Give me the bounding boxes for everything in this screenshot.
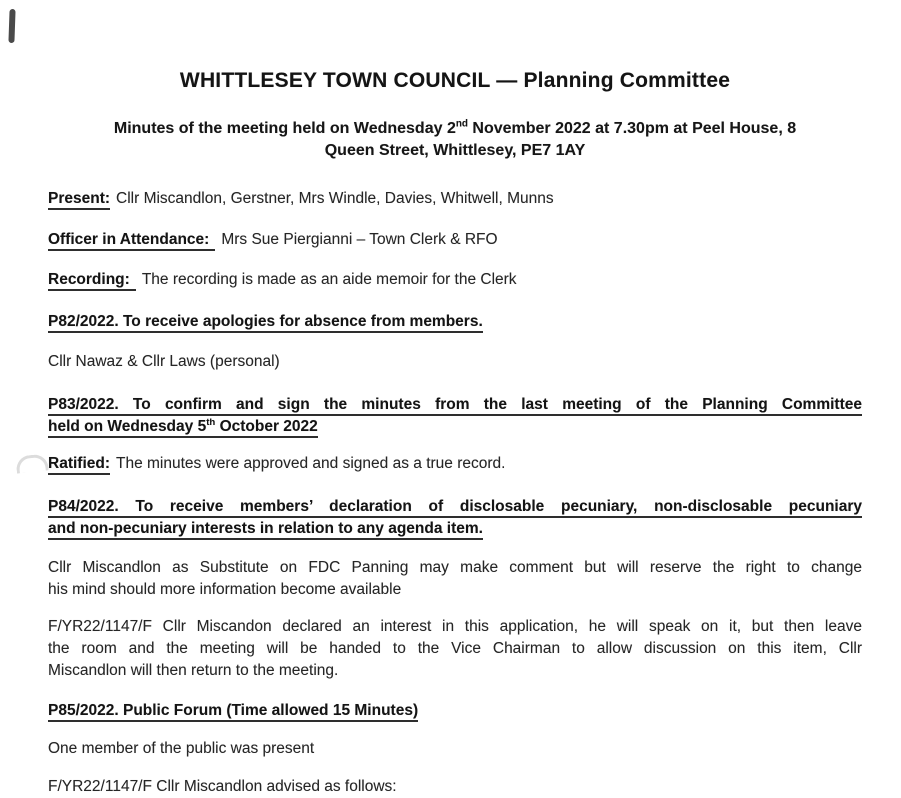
- item-p84-heading-line1: P84/2022. To receive members’ declaration of disclosable pecuniary, non-disclosable pecuniary: [48, 496, 862, 518]
- p83-line2-pre: held on Wednesday 5: [48, 418, 207, 435]
- recording-label: Recording:: [48, 271, 136, 291]
- ratified-row: [48, 453, 862, 475]
- scan-artifact-mark: [8, 9, 15, 43]
- meeting-subtitle-line2: Queen Street, Whittlesey, PE7 1AY: [324, 142, 586, 159]
- p84-para2-line3: Miscandlon will then return to the meeting.: [48, 662, 339, 679]
- item-p83-heading-line2: [48, 416, 862, 438]
- p85-advised-text: F/YR22/1147/F Cllr Miscandlon advised as follows:: [48, 778, 397, 795]
- item-p82-body: Cllr Nawaz & Cllr Laws (personal): [48, 353, 280, 370]
- subtitle-ordinal-superscript: nd: [455, 118, 468, 130]
- subtitle-line1-post: November 2022 at 7.30pm at Peel House, 8: [467, 120, 797, 137]
- item-p84-heading: [48, 496, 862, 540]
- document-content: [48, 0, 862, 798]
- present-row: [48, 188, 862, 210]
- p84-para1-line2: his mind should more information become available: [48, 581, 402, 598]
- item-p83-heading-line1: P83/2022. To confirm and sign the minutes from the last meeting of the Planning Committee: [48, 394, 862, 416]
- meeting-subtitle-line1: [65, 118, 845, 140]
- document-title: WHITTLESEY TOWN COUNCIL — Planning Committee: [179, 69, 731, 92]
- subtitle-line1-pre: Minutes of the meeting held on Wednesday 2: [113, 120, 456, 137]
- p84-para2-line2: the room and the meeting will be handed to the Vice Chairman to allow discussion on this item, Cllr: [48, 640, 862, 657]
- meeting-subtitle: [65, 118, 845, 162]
- ratified-text: The minutes were approved and signed as a true record.: [116, 455, 506, 472]
- p84-paragraph-interest-declared: [48, 616, 862, 682]
- present-text: Cllr Miscandlon, Gerstner, Mrs Windle, Davies, Whitwell, Munns: [116, 190, 554, 207]
- p83-ordinal-superscript: th: [206, 416, 216, 428]
- recording-row: [48, 269, 862, 291]
- p83-line2-post: October 2022: [215, 418, 318, 435]
- item-p84-heading-line2: and non-pecuniary interests in relation to any agenda item.: [48, 518, 862, 540]
- p84-para2-line1: F/YR22/1147/F Cllr Miscandon declared an interest in this application, he will speak on it, but then leave: [48, 618, 862, 635]
- officer-text: Mrs Sue Piergianni – Town Clerk & RFO: [221, 231, 498, 248]
- p85-public-present-text: One member of the public was present: [48, 740, 315, 757]
- item-p82-heading: P82/2022. To receive apologies for absence from members.: [48, 311, 862, 333]
- scan-artifact-arc: [15, 453, 49, 473]
- p84-para1-line1: Cllr Miscandlon as Substitute on FDC Panning may make comment but will reserve the right to change: [48, 559, 862, 576]
- item-p83-heading: [48, 394, 862, 438]
- recording-text: The recording is made as an aide memoir for the Clerk: [141, 271, 517, 288]
- ratified-label: Ratified:: [48, 455, 110, 475]
- item-p85-heading: P85/2022. Public Forum (Time allowed 15 Minutes): [48, 700, 862, 722]
- officer-in-attendance-row: [48, 229, 862, 251]
- officer-label: Officer in Attendance:: [48, 231, 215, 251]
- p84-paragraph-substitute: [48, 557, 862, 601]
- present-label: Present:: [48, 190, 110, 210]
